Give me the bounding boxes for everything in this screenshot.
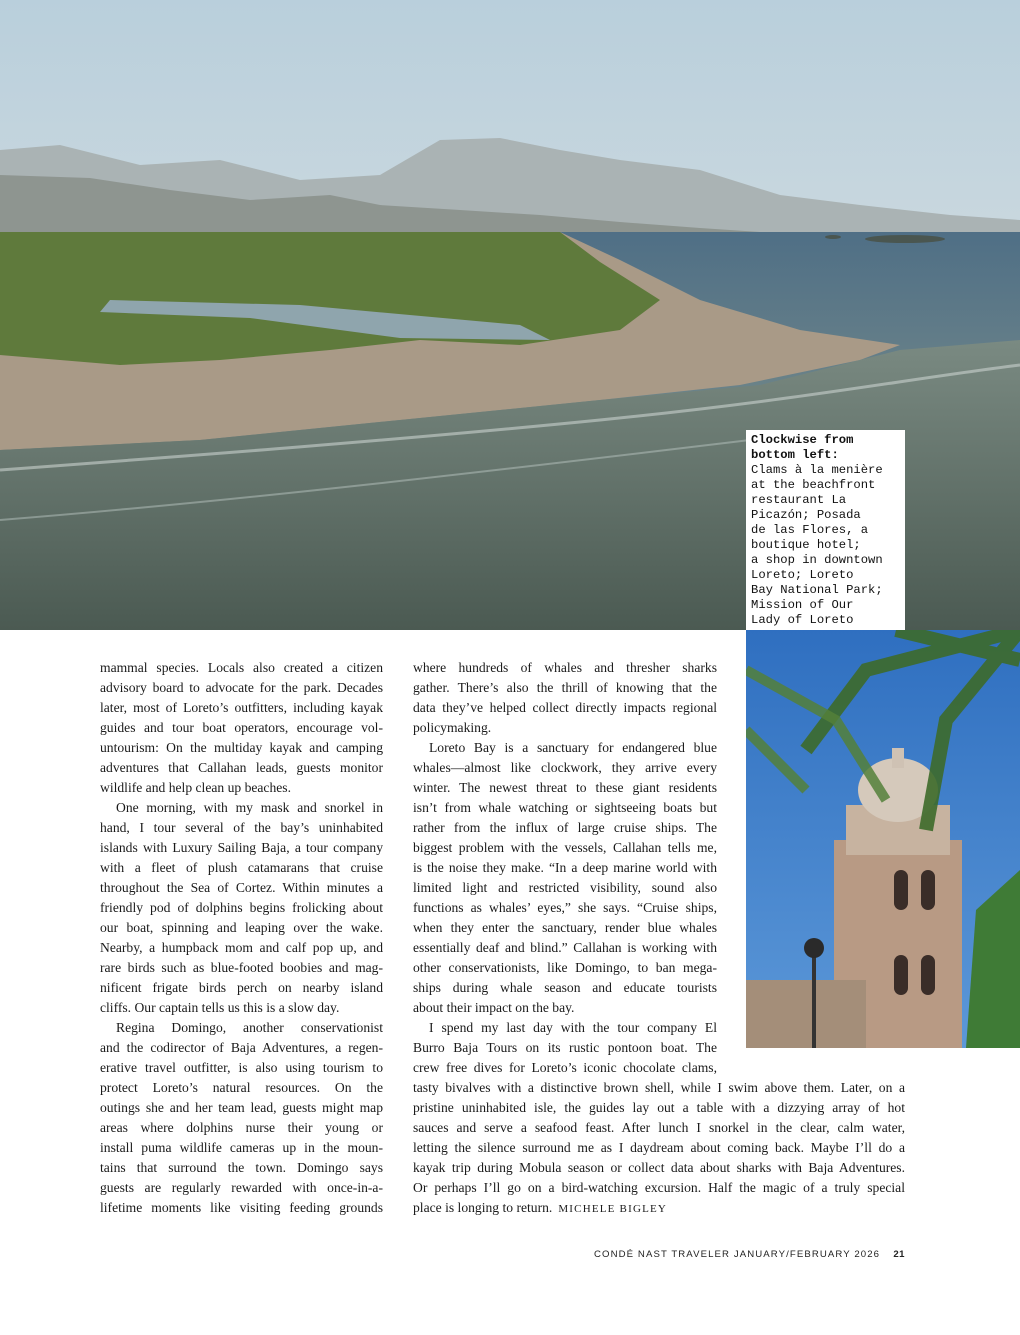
text-line: Mission of Our	[751, 598, 854, 612]
text-line: policymaking.	[413, 720, 492, 735]
text-line: Burro Baja Tours on its rustic pontoon boat. The	[413, 1040, 717, 1055]
text-line: install puma wildlife cameras up in the moun-	[100, 1140, 383, 1155]
text-line: pristine uninhabited isle, the guides lay out a table with a dizzying array of hot	[413, 1100, 905, 1115]
article-column-left	[100, 658, 383, 1218]
page-number: 21	[893, 1249, 905, 1260]
text-line: isn’t from whale watching or sightseeing boats but	[413, 800, 717, 815]
text-line: sauces and serve a seafood feast. After lunch I snorkel in the clear, calm water,	[413, 1120, 905, 1135]
text-line: throughout the Sea of Cortez. Within minutes a	[100, 880, 383, 895]
text-line: advisory board to advocate for the park. Decades	[100, 680, 383, 695]
text-line: areas where dolphins nurse their young or	[100, 1120, 383, 1135]
text-line: guests are regularly rewarded with once-in-a-	[100, 1180, 383, 1195]
text-line: and the codirector of Baja Adventures, a regen-	[100, 1040, 383, 1055]
text-line: de las Flores, a	[751, 523, 869, 537]
text-line: Lady of Loreto	[751, 613, 854, 627]
final-line: place is longing to return.	[413, 1200, 553, 1215]
page-footer	[594, 1249, 905, 1260]
text-line: Clams à la menière	[751, 463, 883, 477]
text-line: is the noise they make. “In a deep marine world with	[413, 860, 717, 875]
mission-bell-tower-photo	[746, 630, 1020, 1048]
text-line: at the beachfront	[751, 478, 876, 492]
caption-heading: bottom left:	[751, 448, 839, 462]
text-line: Loreto Bay is a sanctuary for endangered blue	[429, 740, 717, 755]
text-line: with a fleet of plush catamarans that cruise	[100, 860, 383, 875]
text-line: cliffs. Our captain tells us this is a slow day.	[100, 1000, 340, 1015]
text-line: tains that surround the town. Domingo says	[100, 1160, 383, 1175]
text-line	[413, 1198, 905, 1218]
text-line: friendly pod of dolphins begins frolicking about	[100, 900, 383, 915]
article-column-middle	[413, 658, 717, 1078]
text-line: protect Loreto’s natural resources. On the	[100, 1080, 383, 1095]
text-line: hand, I tour several of the bay’s uninhabited	[100, 820, 383, 835]
text-line: our boat, spinning and leaping over the wake.	[100, 920, 383, 935]
text-line: winter. The newest threat to these giant residents	[413, 780, 717, 795]
text-line: Picazón; Posada	[751, 508, 861, 522]
text-line: Regina Domingo, another conservationist	[116, 1020, 383, 1035]
text-line: biggest problem with the vessels, Callahan tells me,	[413, 840, 717, 855]
text-line: a shop in downtown	[751, 553, 883, 567]
text-line: whales—almost like clockwork, they arrive every	[413, 760, 717, 775]
text-line: when they enter the sanctuary, render blue whales	[413, 920, 717, 935]
text-line: rather from the influx of large cruise ships. The	[413, 820, 717, 835]
photo-caption	[746, 430, 905, 630]
text-line: untourism: On the multiday kayak and camping	[100, 740, 383, 755]
text-line: later, most of Loreto’s outfitters, including kayak	[100, 700, 383, 715]
text-line: restaurant La	[751, 493, 847, 507]
text-line: about their impact on the bay.	[413, 1000, 575, 1015]
text-line: letting the silence surround me as I daydream about coming back. Maybe I’ll do a	[413, 1140, 905, 1155]
text-line: tasty bivalves with a distinctive brown shell, while I swim above them. Later, on a	[413, 1080, 905, 1095]
text-line: crew free dives for Loreto’s iconic chocolate clams,	[413, 1060, 717, 1075]
text-line: wildlife and help clean up beaches.	[100, 780, 291, 795]
text-line: gather. There’s also the thrill of knowing that the	[413, 680, 717, 695]
text-line: ships during whale season and educate tourists	[413, 980, 717, 995]
article-column-wide	[413, 1078, 905, 1218]
text-line: Bay National Park;	[751, 583, 883, 597]
text-line: where hundreds of whales and thresher sharks	[413, 660, 717, 675]
text-line: guides and tour boat operators, encourage vol-	[100, 720, 383, 735]
text-line: I spend my last day with the tour company El	[429, 1020, 717, 1035]
text-line: essentially deaf and blind.” Callahan is working with	[413, 940, 717, 955]
text-line: boutique hotel;	[751, 538, 861, 552]
text-line: erative travel outfitter, is also using tourism to	[100, 1060, 383, 1075]
text-line: Or perhaps I’ll go on a bird-watching excursion. Half the magic of a truly special	[413, 1180, 905, 1195]
caption-heading: Clockwise from	[751, 433, 854, 447]
text-line: nificent frigate birds perch on nearby island	[100, 980, 383, 995]
text-line: limited light and restricted visibility, sound also	[413, 880, 717, 895]
author-byline: MICHELE BIGLEY	[558, 1203, 668, 1215]
text-line: kayak trip during Mobula season or collect data about sharks with Baja Adventures.	[413, 1160, 905, 1175]
text-line: data they’ve helped collect directly impacts regional	[413, 700, 717, 715]
text-line: mammal species. Locals also created a citizen	[100, 660, 383, 675]
text-line: islands with Luxury Sailing Baja, a tour company	[100, 840, 383, 855]
text-line: Loreto; Loreto	[751, 568, 854, 582]
text-line: adventures that Callahan leads, guests monitor	[100, 760, 383, 775]
text-line: other conservationists, like Domingo, to ban mega-	[413, 960, 717, 975]
text-line: outings she and her team lead, guests might map	[100, 1100, 383, 1115]
text-line: lifetime moments like visiting feeding grounds	[100, 1200, 383, 1215]
text-line: rare birds such as blue-footed boobies and mag-	[100, 960, 383, 975]
text-line: One morning, with my mask and snorkel in	[116, 800, 383, 815]
text-line: Nearby, a humpback mom and calf pop up, and	[100, 940, 383, 955]
publication-folio: CONDÉ NAST TRAVELER JANUARY/FEBRUARY 2026	[594, 1249, 881, 1260]
text-line: functions as whales’ eyes,” she says. “Cruise ships,	[413, 900, 717, 915]
